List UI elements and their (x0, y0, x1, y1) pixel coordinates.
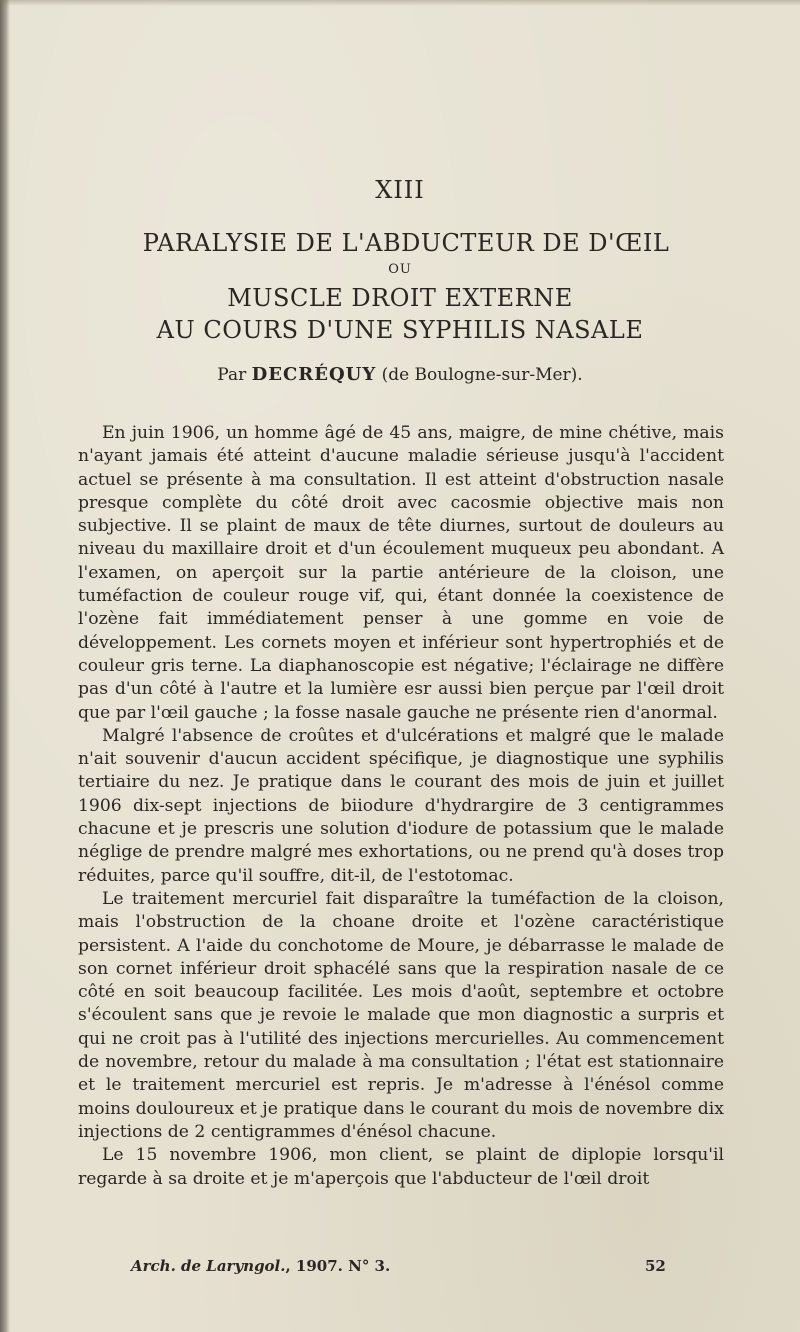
journal-title: Arch. de Laryngol. (131, 1257, 286, 1275)
paragraph-2: Malgré l'absence de croûtes et d'ulcérations et malgré que le malade n'ait souvenir d'aucun accident spécifique, je diagnostique une syphilis tertiaire du nez. Je pratique dans le courant des mois de juin et juillet 1906 dix-sept injections de biiodure d'hydrargire de 3 centigrammes chacune et je prescris une solution d'iodure de potassium que le malade néglige de prendre malgré mes exhortations, ou ne prend qu'à doses trop réduites, parce qu'il souffre, dit-il, de l'estotomac. (78, 725, 724, 886)
title-line-3: AU COURS D'UNE SYPHILIS NASALE (156, 316, 644, 344)
article-body (78, 422, 724, 1191)
journal-issue: , 1907. N° 3. (285, 1257, 391, 1275)
title-conjunction: OU (388, 262, 412, 277)
paragraph-1: En juin 1906, un homme âgé de 45 ans, maigre, de mine chétive, mais n'ayant jamais été atteint d'aucune maladie sérieuse jusqu'à l'accident actuel se présente à ma consultation. Il est atteint d'obstruction nasale presque complète du côté droit avec cacosmie objective mais non subjective. Il se plaint de maux de tête diurnes, surtout de douleurs au niveau du maxillaire droit et d'un écoulement muqueux peu abondant. A l'examen, on aperçoit sur la partie antérieure de la cloison, une tuméfaction de couleur rouge vif, qui, étant donnée la coexistence de l'ozène fait immédiatement penser à une gomme en voie de développement. Les cornets moyen et inférieur sont hypertrophiés et de couleur gris terne. La diaphanoscopie est négative; l'éclairage ne diffère pas d'un côté à l'autre et la lumière esr aussi bien perçue par l'œil droit que par l'œil gauche ; la fosse nasale gauche ne présente rien d'anormal. (78, 423, 724, 723)
paragraph-3: Le traitement mercuriel fait disparaître la tuméfaction de la cloison, mais l'obstruction de la choane droite et l'ozène caractéristique persistent. A l'aide du conchotome de Moure, je débarrasse le malade de son cornet inférieur droit sphacélé sans que la respiration nasale de ce côté en soit beaucoup facilitée. Les mois d'août, septembre et octobre s'écoulent sans que je revoie le malade que mon diagnostic a surpris et qui ne croit pas à l'utilité des injections mercurielles. Au commencement de novembre, retour du malade à ma consultation ; l'état est stationnaire et le traitement mercuriel est repris. Je m'adresse à l'énésol comme moins douloureux et je pratique dans le courant du mois de novembre dix injections de 2 centigrammes d'énésol chacune. (78, 888, 724, 1142)
chapter-number: XIII (375, 176, 425, 204)
author-name: DECRÉQUY (251, 364, 377, 385)
byline-prefix: Par (217, 365, 247, 385)
page-number: 52 (645, 1257, 666, 1275)
title-line-1: PARALYSIE DE L'ABDUCTEUR DE D'ŒIL (142, 229, 670, 257)
byline (0, 364, 800, 385)
page-top-edge (0, 0, 800, 6)
journal-citation (131, 1257, 390, 1275)
title-line-2: MUSCLE DROIT EXTERNE (227, 284, 573, 312)
paragraph-4: Le 15 novembre 1906, mon client, se plaint de diplopie lorsqu'il regarde à sa droite et je m'aperçois que l'abducteur de l'œil droit (78, 1145, 724, 1189)
author-affiliation: (de Boulogne-sur-Mer). (381, 365, 583, 385)
